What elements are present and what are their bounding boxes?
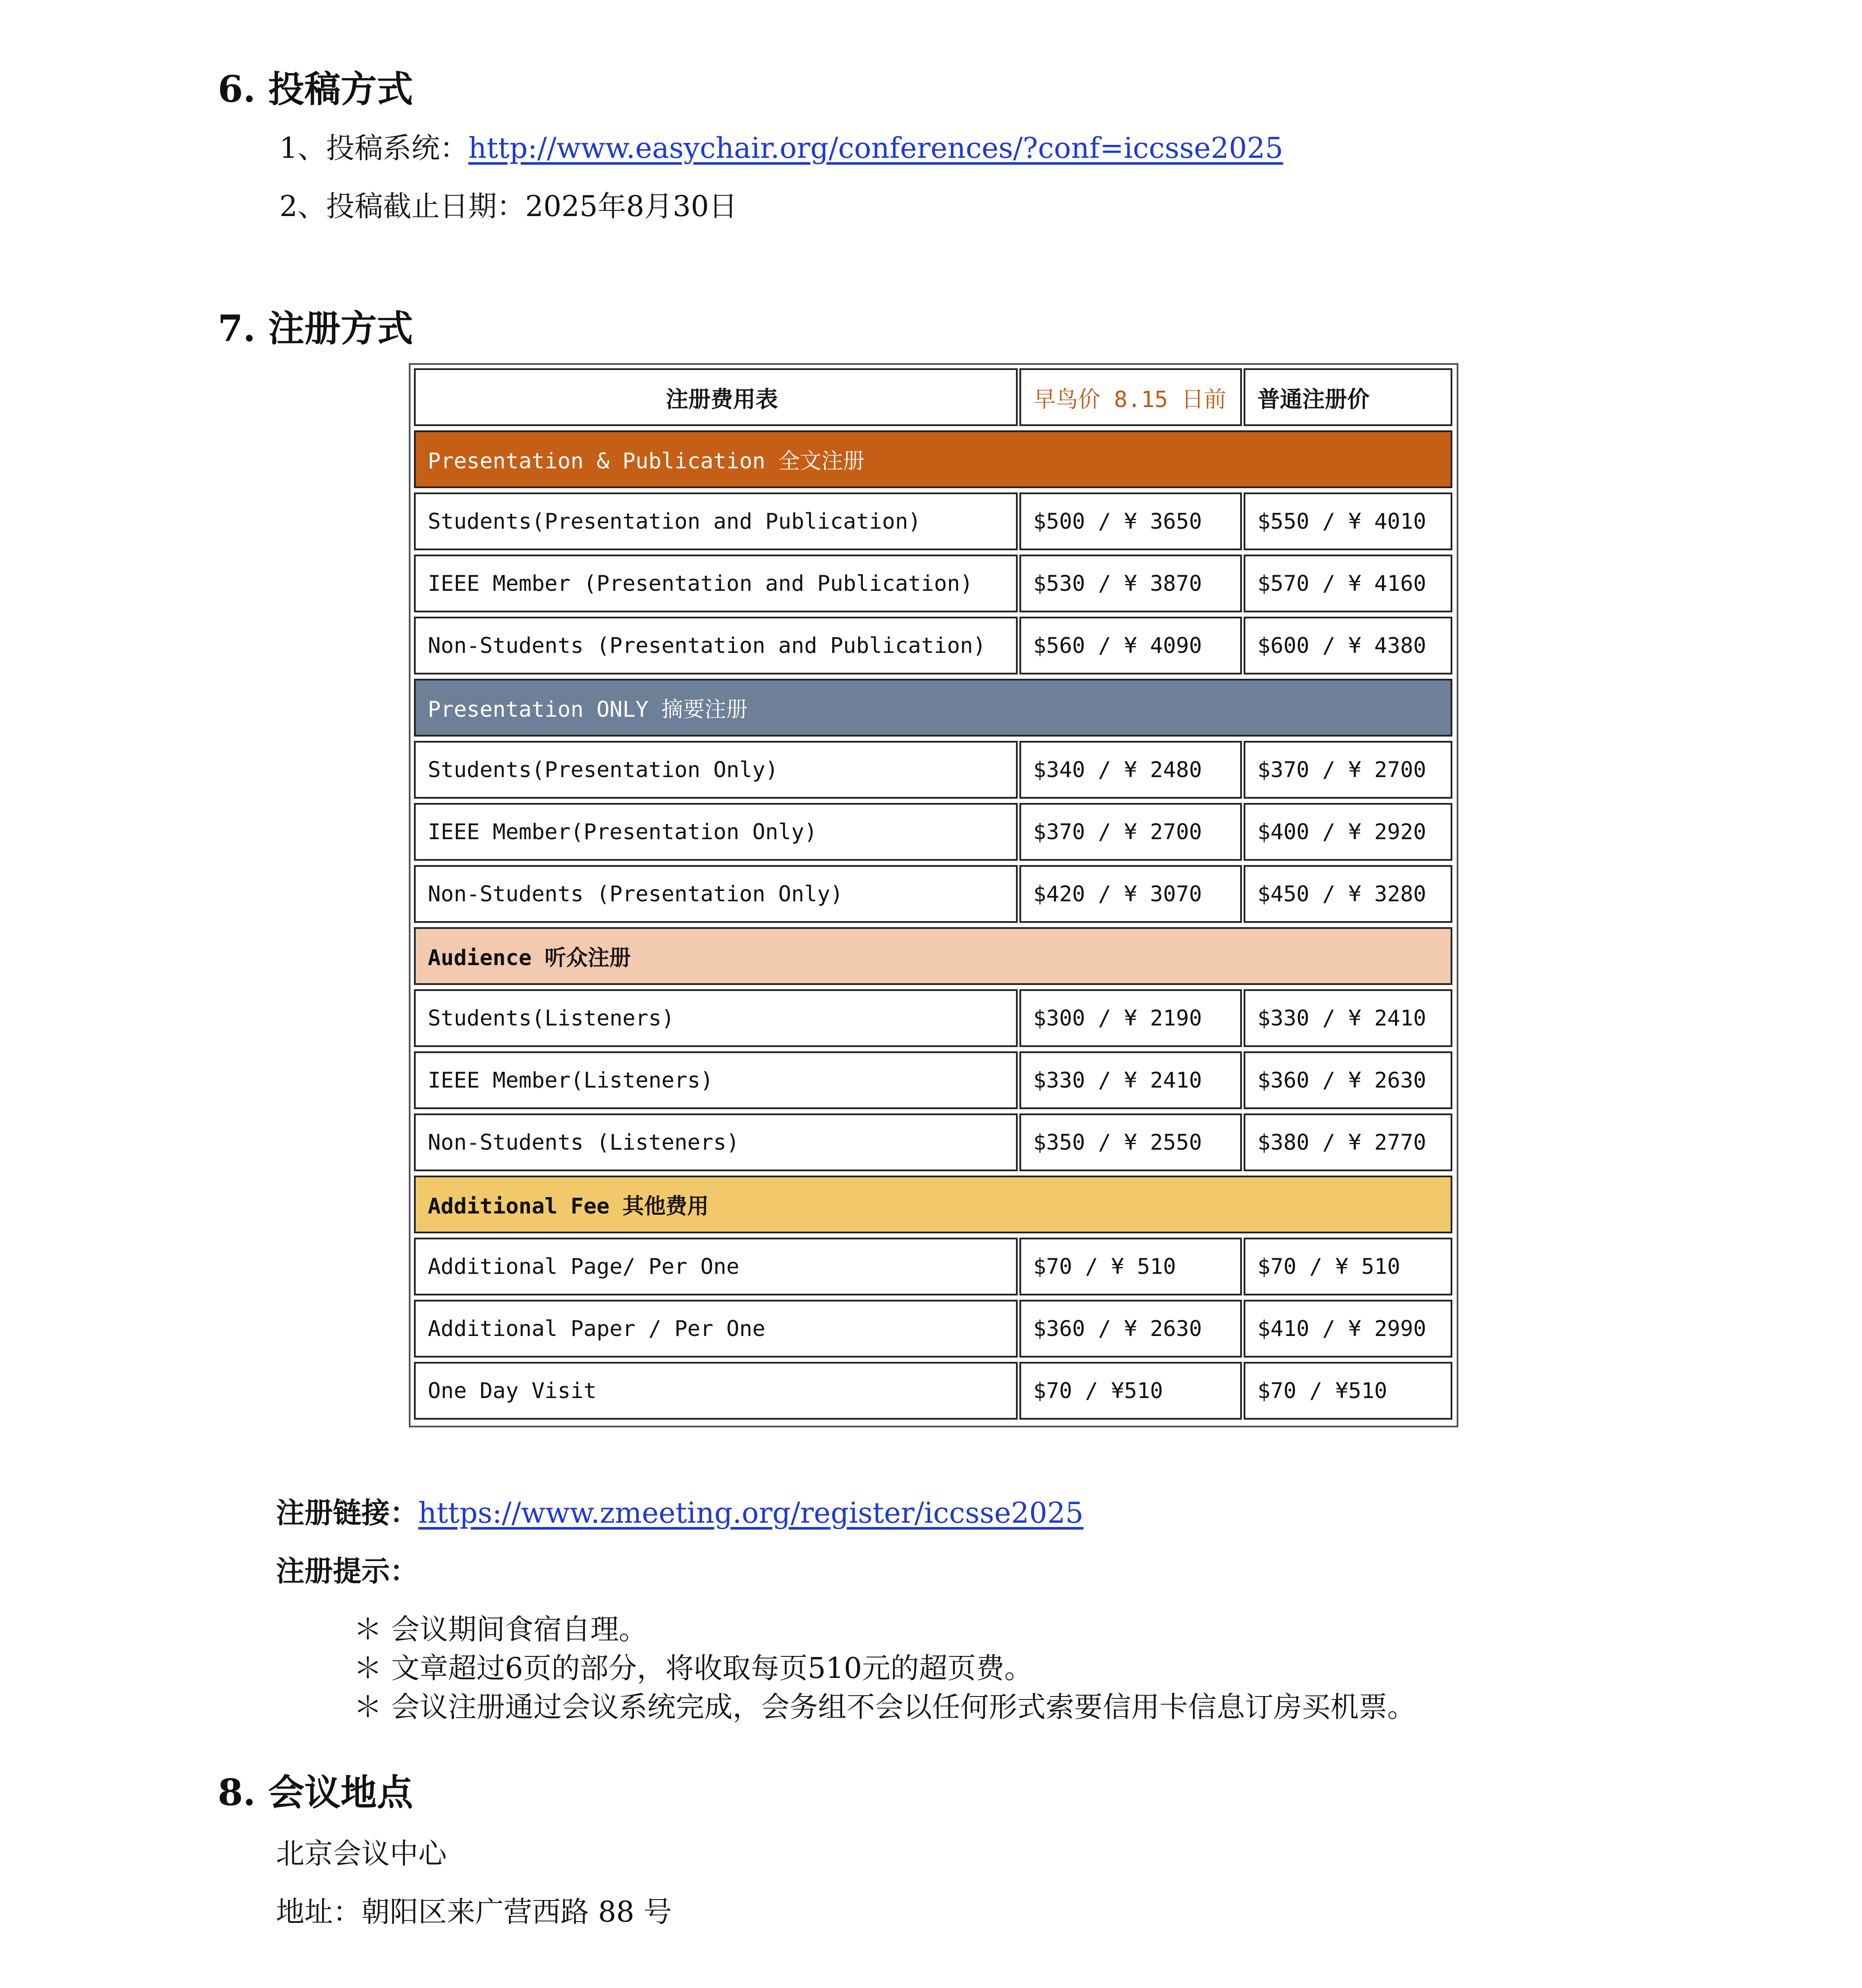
registration-link-label: 注册链接：	[276, 1496, 418, 1530]
submission-system	[279, 125, 1283, 166]
fee-regular-price: $330 / ¥ 2410	[1244, 989, 1452, 1047]
fee-regular-price: $400 / ¥ 2920	[1244, 803, 1452, 861]
fee-regular-price: $450 / ¥ 3280	[1244, 865, 1452, 923]
submission-system-link[interactable]: http://www.easychair.org/conferences/?conf=iccsse2025	[468, 132, 1283, 165]
fee-early-price: $330 / ¥ 2410	[1019, 1051, 1242, 1109]
fee-early-price: $70 / ¥510	[1019, 1362, 1242, 1420]
fee-row-label: IEEE Member(Listeners)	[414, 1051, 1018, 1109]
table-section-header: Audience 听众注册	[414, 927, 1452, 985]
fee-row-label: Students(Presentation Only)	[414, 741, 1018, 799]
table-header-title: 注册费用表	[414, 368, 1018, 426]
fee-regular-price: $600 / ¥ 4380	[1244, 617, 1452, 674]
table-header-early-bird: 早鸟价 8.15 日前	[1019, 368, 1242, 426]
fee-row-label: Non-Students (Presentation and Publication)	[414, 617, 1018, 674]
note-item: ＊ 会议注册通过会议系统完成，会务组不会以任何形式索要信用卡信息订房买机票。	[354, 1690, 1416, 1724]
table-section-header: Presentation ONLY 摘要注册	[414, 679, 1452, 737]
note-item: ＊ 文章超过6页的部分，将收取每页510元的超页费。	[354, 1652, 1033, 1685]
section-8-title: 8. 会议地点	[218, 1771, 413, 1814]
fee-early-price: $350 / ¥ 2550	[1019, 1113, 1242, 1171]
fee-early-price: $340 / ¥ 2480	[1019, 741, 1242, 799]
fee-row-label: Students(Listeners)	[414, 989, 1018, 1047]
fee-regular-price: $70 / ¥ 510	[1244, 1238, 1452, 1295]
fee-early-price: $560 / ¥ 4090	[1019, 617, 1242, 674]
fee-early-price: $70 / ¥ 510	[1019, 1238, 1242, 1295]
table-section-header: Presentation & Publication 全文注册	[414, 430, 1452, 488]
fee-early-price: $360 / ¥ 2630	[1019, 1300, 1242, 1358]
fee-regular-price: $550 / ¥ 4010	[1244, 492, 1452, 550]
registration-fee-table	[409, 363, 1458, 1427]
fee-row-label: IEEE Member (Presentation and Publication)	[414, 555, 1018, 612]
fee-early-price: $420 / ¥ 3070	[1019, 865, 1242, 923]
table-header-regular: 普通注册价	[1244, 368, 1452, 426]
fee-row-label: IEEE Member(Presentation Only)	[414, 803, 1018, 861]
registration-link	[276, 1490, 1084, 1531]
fee-regular-price: $70 / ¥510	[1244, 1362, 1452, 1420]
fee-row-label: Non-Students (Presentation Only)	[414, 865, 1018, 923]
venue-name: 北京会议中心	[276, 1837, 447, 1870]
registration-link-url[interactable]: https://www.zmeeting.org/register/iccsse2025	[418, 1496, 1084, 1530]
fee-regular-price: $410 / ¥ 2990	[1244, 1300, 1452, 1358]
section-6-title: 6. 投稿方式	[218, 68, 413, 110]
table-section-header: Additional Fee 其他费用	[414, 1176, 1452, 1233]
fee-row-label: Additional Page/ Per One	[414, 1238, 1018, 1295]
section-7-title: 7. 注册方式	[218, 307, 413, 350]
fee-early-price: $370 / ¥ 2700	[1019, 803, 1242, 861]
fee-row-label: Non-Students (Listeners)	[414, 1113, 1018, 1171]
fee-row-label: Students(Presentation and Publication)	[414, 492, 1018, 550]
fee-row-label: One Day Visit	[414, 1362, 1018, 1420]
fee-regular-price: $360 / ¥ 2630	[1244, 1051, 1452, 1109]
fee-early-price: $500 / ¥ 3650	[1019, 492, 1242, 550]
venue-address: 地址：朝阳区来广营西路 88 号	[276, 1895, 672, 1928]
registration-notes-label: 注册提示：	[276, 1554, 418, 1588]
fee-early-price: $530 / ¥ 3870	[1019, 555, 1242, 612]
fee-regular-price: $570 / ¥ 4160	[1244, 555, 1452, 612]
fee-row-label: Additional Paper / Per One	[414, 1300, 1018, 1358]
note-item: ＊ 会议期间食宿自理。	[354, 1613, 647, 1646]
submission-system-label: 1、投稿系统：	[279, 132, 468, 165]
fee-regular-price: $370 / ¥ 2700	[1244, 741, 1452, 799]
submission-deadline: 2、投稿截止日期：2025年8月30日	[279, 190, 737, 223]
fee-regular-price: $380 / ¥ 2770	[1244, 1113, 1452, 1171]
fee-early-price: $300 / ¥ 2190	[1019, 989, 1242, 1047]
